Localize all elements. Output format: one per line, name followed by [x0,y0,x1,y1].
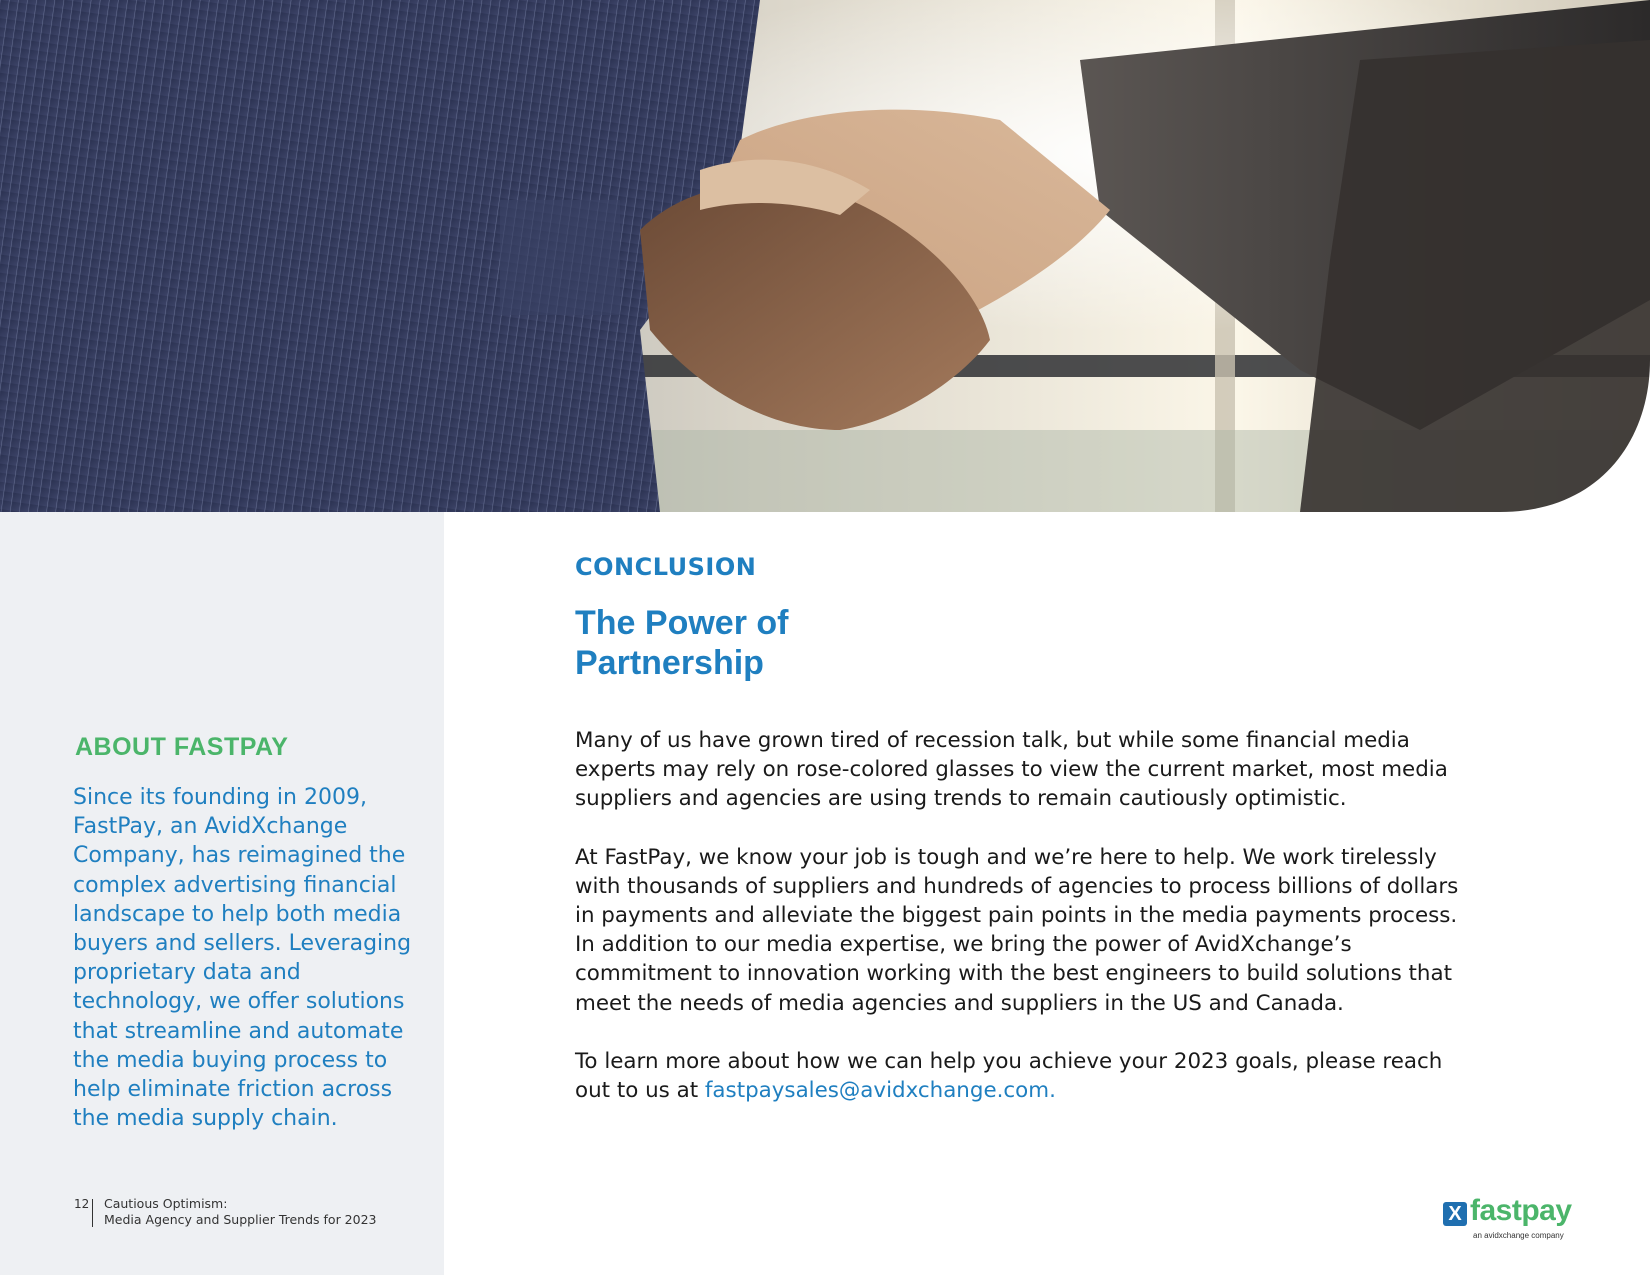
fastpay-logo [1443,1194,1573,1244]
body-copy [575,726,1475,1134]
page-title [575,603,1075,683]
page-title-line2: Partnership [575,644,764,682]
footer-title-line1: Cautious Optimism: [104,1196,228,1211]
hero-image [0,0,1650,512]
section-label: CONCLUSION [575,553,757,581]
paragraph-1: Many of us have grown tired of recession talk, but while some financial media experts may rely on rose-colored glasses to view the current market, most media suppliers and agencies are using trends to remain cautiously optimistic. [575,728,1448,812]
paragraph-3-text: To learn more about how we can help you achieve your 2023 goals, please reach out to us at [575,1048,1443,1104]
logo-x-icon: X [1443,1202,1467,1226]
about-heading: ABOUT FASTPAY [75,733,289,761]
page-number: 12 [74,1197,90,1211]
footer-title-line2: Media Agency and Supplier Trends for 2023 [104,1212,377,1227]
paragraph-3 [575,1047,1475,1105]
logo-tagline: an avidxchange company [1473,1231,1564,1240]
page-title-line1: The Power of [575,604,789,642]
paragraph-2: At FastPay, we know your job is tough and we’re here to help. We work tirelessly with thousands of suppliers and hundreds of agencies to process billions of dollars in payments and alleviate the biggest pain points in the media payments process. In addition to our media expertise, we bring the power of AvidXchange’s commitment to innovation working with the best engineers to build solutions that meet the needs of media agencies and suppliers in the US and Canada. [575,844,1459,1016]
footer-document-title [104,1196,377,1228]
handshake-photo [0,0,1650,512]
footer-divider [92,1199,93,1227]
email-link[interactable]: fastpaysales@avidxchange.com. [704,1078,1056,1104]
about-body: Since its founding in 2009, FastPay, an AvidXchange Company, has reimagined the complex advertising financial landscape to help both media buyers and sellers. Leveraging proprietary data and technology, we offer solutions that streamline and automate the media buying process to help eliminate friction across the media supply chain. [73,785,412,1132]
logo-wordmark: fastpay [1470,1194,1572,1227]
